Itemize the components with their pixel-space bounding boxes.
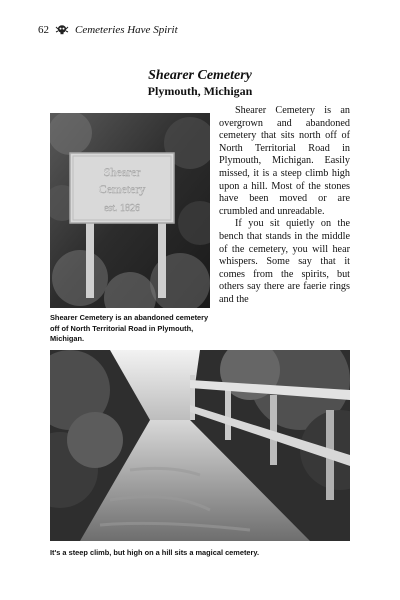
article-subtitle: Plymouth, Michigan (147, 84, 253, 98)
sign-line3: est. 1826 (103, 203, 141, 214)
photo2-caption: It's a steep climb, but high on a hill sits a magical cemetery. (50, 548, 260, 557)
article-body (219, 105, 350, 307)
article-title: Shearer Cemetery (148, 68, 252, 83)
sign-line1: Shearer (103, 165, 141, 179)
page-number: 62 (38, 24, 49, 36)
photo1-caption: Shearer Cemetery is an abandoned cemetery off of North Territorial Road in Plymouth, Michigan. (50, 313, 209, 343)
hill-path-photo (50, 350, 350, 541)
sign-line2: Cemetery (98, 182, 146, 196)
cemetery-sign-photo (50, 113, 210, 308)
skull-ornament-icon (55, 24, 69, 36)
running-header (38, 22, 178, 38)
article-heading (48, 68, 352, 99)
paragraph: If you sit quietly on the bench that stands in the middle of the cemetery, you will hear whispers. Some say that it comes from the spirits, but others say there are faerie rings and the (219, 218, 350, 305)
running-title: Cemeteries Have Spirit (75, 24, 178, 36)
paragraph: Shearer Cemetery is an overgrown and abandoned cemetery that sits north off of North Territorial Road in Plymouth, Michigan. Easily missed, it is a steep climb high upon a hill. Most of the stones have been moved or are crumbled and unreadable. (219, 105, 350, 217)
